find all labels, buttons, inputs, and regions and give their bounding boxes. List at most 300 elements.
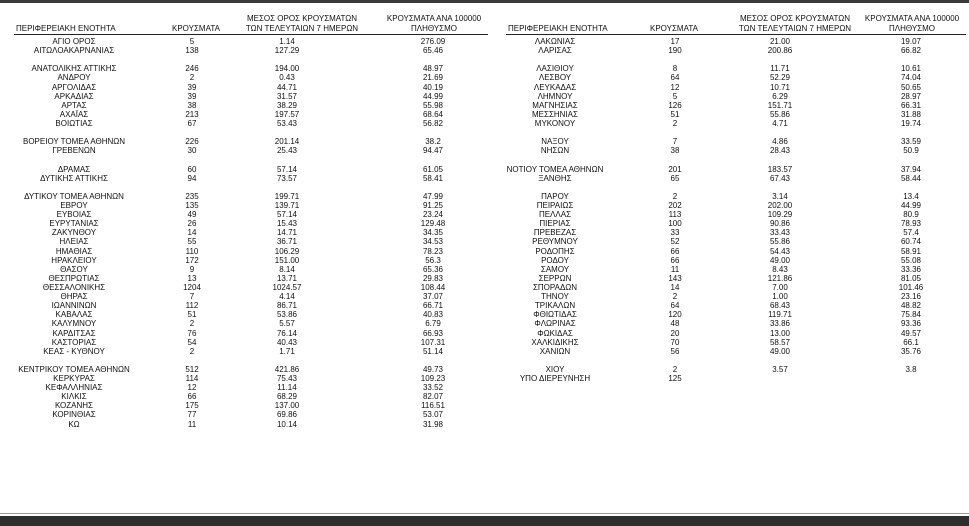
right-row-region (490, 155, 620, 164)
right-row-region: ΣΑΜΟΥ (540, 264, 570, 274)
left-row-per100k: 34.35 (422, 228, 444, 238)
left-row-avg7: 421.86 (274, 364, 300, 374)
right-cases-column (660, 37, 690, 383)
left-row-region: ΗΛΕΙΑΣ (59, 237, 89, 247)
left-row-avg7: 57.14 (276, 164, 298, 174)
right-row-avg7: 109.29 (767, 210, 793, 220)
right-row-region: ΡΕΘΥΜΝΟΥ (532, 237, 578, 247)
left-row-cases: 7 (189, 292, 195, 302)
right-row-per100k: 19.74 (900, 118, 922, 128)
left-row-cases (172, 155, 212, 164)
left-row-avg7: 75.43 (276, 374, 298, 384)
right-row-avg7: 8.43 (772, 264, 788, 274)
right-row-avg7: 200.86 (767, 46, 793, 56)
right-row-region: ΛΕΣΒΟΥ (538, 73, 572, 83)
left-row-cases: 2 (189, 346, 195, 356)
right-row-per100k: 80.9 (903, 210, 919, 220)
right-row-per100k: 57.4 (903, 228, 919, 238)
right-row-region: ΞΑΝΘΗΣ (538, 173, 572, 183)
header-avg7-right-line2: ΤΩΝ ΤΕΛΕΥΤΑΙΩΝ 7 ΗΜΕΡΩΝ (738, 24, 852, 33)
right-row-cases: 56 (670, 346, 680, 356)
right-row-region: ΠΕΛΛΑΣ (538, 210, 572, 220)
right-row-cases: 7 (672, 137, 678, 147)
right-row-region: ΦΘΙΩΤΙΔΑΣ (533, 310, 577, 320)
right-row-per100k: 37.94 (900, 164, 922, 174)
right-row-cases: 5 (672, 91, 678, 101)
right-row-cases: 202 (668, 200, 682, 210)
right-row-region: ΛΑΚΩΝΙΑΣ (534, 37, 576, 46)
left-row-per100k (408, 356, 458, 365)
left-row-per100k: 33.52 (422, 383, 444, 393)
left-row-per100k: 108.44 (420, 282, 446, 292)
left-row-cases: 9 (189, 264, 195, 274)
right-row-region: ΦΛΩΡΙΝΑΣ (534, 319, 576, 329)
right-row-cases: 120 (668, 310, 682, 320)
left-row-per100k: 21.69 (422, 73, 444, 83)
left-row-cases: 175 (185, 401, 199, 411)
right-row-avg7: 3.57 (772, 364, 788, 374)
left-row-avg7: 73.57 (276, 173, 298, 183)
header-cases-left: ΚΡΟΥΣΜΑΤΑ (172, 24, 220, 33)
right-row-per100k: 10.61 (900, 64, 922, 74)
left-row-avg7: 38.29 (276, 100, 298, 110)
left-row-region: ΑΝΑΤΟΛΙΚΗΣ ΑΤΤΙΚΗΣ (31, 64, 117, 74)
left-row-per100k: 29.83 (422, 273, 444, 283)
left-row-cases: 12 (187, 383, 197, 393)
right-row-per100k (886, 128, 936, 137)
left-row-avg7: 151.00 (274, 255, 300, 265)
left-row-region (14, 356, 134, 365)
right-row-avg7: 151.71 (767, 100, 793, 110)
right-row-per100k: 50.9 (903, 146, 919, 156)
left-row-cases (172, 183, 212, 192)
right-row-per100k: 55.08 (900, 255, 922, 265)
left-row-region: ΑΝΔΡΟΥ (57, 73, 91, 83)
right-row-avg7: 67.43 (769, 173, 791, 183)
left-row-cases: 26 (187, 219, 197, 229)
left-row-avg7: 57.14 (276, 210, 298, 220)
left-row-region: ΕΥΡΥΤΑΝΙΑΣ (49, 219, 99, 229)
left-row-cases: 226 (185, 137, 199, 147)
right-row-region: ΡΟΔΟΥ (541, 255, 569, 265)
left-row-avg7: 5.57 (279, 319, 295, 329)
right-row-avg7: 33.43 (769, 228, 791, 238)
left-row-avg7: 199.71 (274, 191, 300, 201)
right-row-avg7: 3.14 (772, 191, 788, 201)
right-row-avg7: 90.86 (769, 219, 791, 229)
right-row-per100k (886, 356, 936, 365)
left-row-region: ΚΙΛΚΙΣ (61, 392, 87, 402)
right-row-avg7: 10.71 (769, 82, 791, 92)
right-row-cases: 2 (672, 118, 678, 128)
left-row-avg7: 69.86 (276, 410, 298, 420)
header-per100k-right-line2: ΠΛΗΘΥΣΜΟ (888, 24, 936, 33)
left-row-per100k: 47.99 (422, 191, 444, 201)
right-row-avg7: 55.86 (769, 237, 791, 247)
left-row-per100k: 78.23 (422, 246, 444, 256)
right-row-per100k: 48.82 (900, 301, 922, 311)
bottom-border (0, 516, 969, 526)
left-row-region (14, 155, 134, 164)
left-row-avg7: 53.43 (276, 118, 298, 128)
left-row-cases: 49 (187, 210, 197, 220)
right-row-per100k: 49.57 (900, 328, 922, 338)
left-row-cases: 66 (187, 392, 197, 402)
left-row-region: ΑΡΚΑΔΙΑΣ (54, 91, 94, 101)
left-row-region: ΚΟΡΙΝΘΙΑΣ (52, 410, 96, 420)
header-avg7-right-line1: ΜΕΣΟΣ ΟΡΟΣ ΚΡΟΥΣΜΑΤΩΝ (739, 14, 851, 23)
right-row-region (490, 183, 620, 192)
right-row-per100k: 78.93 (900, 219, 922, 229)
right-row-avg7: 13.00 (769, 328, 791, 338)
left-row-per100k: 66.71 (422, 301, 444, 311)
left-row-region: ΚΑΣΤΟΡΙΑΣ (51, 337, 97, 347)
right-row-region: ΜΥΚΟΝΟΥ (534, 118, 576, 128)
left-row-region: ΚΕΦΑΛΛΗΝΙΑΣ (45, 383, 103, 393)
left-row-avg7: 127.29 (274, 46, 300, 56)
right-row-avg7: 58.57 (769, 337, 791, 347)
left-avg7-column (262, 37, 312, 429)
right-row-cases: 17 (670, 37, 680, 46)
right-row-avg7: 49.00 (769, 255, 791, 265)
right-row-region: ΝΑΞΟΥ (541, 137, 569, 147)
right-row-cases: 70 (670, 337, 680, 347)
left-row-avg7: 106.29 (274, 246, 300, 256)
right-row-per100k: 33.36 (900, 264, 922, 274)
right-row-avg7 (755, 128, 805, 137)
left-row-cases: 2 (189, 73, 195, 83)
left-row-region: ΑΓΙΟ ΟΡΟΣ (52, 37, 96, 46)
left-row-cases: 38 (187, 100, 197, 110)
left-row-avg7: 31.57 (276, 91, 298, 101)
right-row-per100k: 33.59 (900, 137, 922, 147)
right-row-per100k: 13.4 (903, 191, 919, 201)
left-row-per100k: 31.98 (422, 419, 444, 429)
left-row-region: ΑΡΤΑΣ (61, 100, 87, 110)
right-row-region: ΛΑΡΙΣΑΣ (538, 46, 572, 56)
left-row-cases: 114 (185, 374, 199, 384)
right-row-cases: 143 (668, 273, 682, 283)
right-row-cases (660, 55, 690, 64)
left-row-cases: 11 (187, 419, 197, 429)
left-row-region: ΘΕΣΠΡΩΤΙΑΣ (48, 273, 100, 283)
right-row-cases: 64 (670, 301, 680, 311)
left-row-region (14, 183, 134, 192)
left-row-cases (172, 128, 212, 137)
right-row-avg7: 33.86 (769, 319, 791, 329)
right-row-cases: 66 (670, 255, 680, 265)
left-row-region (14, 55, 134, 64)
header-per100k-right-line1: ΚΡΟΥΣΜΑΤΑ ΑΝΑ 100000 (864, 14, 960, 23)
left-row-per100k: 49.73 (422, 364, 444, 374)
right-row-region: ΤΡΙΚΑΛΩΝ (534, 301, 576, 311)
left-row-region: ΚΟΖΑΝΗΣ (54, 401, 94, 411)
header-region-left: ΠΕΡΙΦΕΡΕΙΑΚΗ ΕΝΟΤΗΤΑ (16, 24, 116, 33)
right-row-per100k: 93.36 (900, 319, 922, 329)
left-row-region: ΚΕΑΣ - ΚΥΘΝΟΥ (43, 346, 105, 356)
right-row-per100k (886, 374, 936, 383)
right-row-region: ΧΑΝΙΩΝ (539, 346, 571, 356)
left-row-cases: 94 (187, 173, 197, 183)
right-row-cases: 20 (670, 328, 680, 338)
header-avg7-left (232, 14, 372, 34)
right-row-avg7: 52.29 (769, 73, 791, 83)
left-row-cases: 112 (185, 301, 199, 311)
left-row-region: ΔΥΤΙΚΟΥ ΤΟΜΕΑ ΑΘΗΝΩΝ (24, 191, 124, 201)
left-row-per100k: 91.25 (422, 200, 444, 210)
left-row-avg7: 139.71 (274, 200, 300, 210)
left-row-avg7 (262, 55, 312, 64)
header-avg7-left-line2: ΤΩΝ ΤΕΛΕΥΤΑΙΩΝ 7 ΗΜΕΡΩΝ (245, 24, 359, 33)
left-row-per100k: 53.07 (422, 410, 444, 420)
right-row-region: ΛΑΣΙΘΙΟΥ (536, 64, 574, 74)
right-row-avg7: 21.00 (769, 37, 791, 46)
left-row-region: ΕΒΡΟΥ (60, 200, 88, 210)
right-row-avg7 (755, 183, 805, 192)
left-row-per100k: 65.46 (422, 46, 444, 56)
left-row-region: ΚΕΝΤΡΙΚΟΥ ΤΟΜΕΑ ΑΘΗΝΩΝ (18, 364, 130, 374)
right-row-per100k: 58.91 (900, 246, 922, 256)
right-row-cases: 2 (672, 191, 678, 201)
right-row-avg7: 7.00 (772, 282, 788, 292)
right-row-region: ΝΟΤΙΟΥ ΤΟΜΕΑ ΑΘΗΝΩΝ (506, 164, 604, 174)
right-row-per100k: 74.04 (900, 73, 922, 83)
left-row-cases: 67 (187, 118, 197, 128)
left-row-cases: 246 (185, 64, 199, 74)
right-row-per100k: 66.82 (900, 46, 922, 56)
right-row-region: ΠΙΕΡΙΑΣ (539, 219, 571, 229)
left-row-avg7 (262, 128, 312, 137)
left-row-region: ΚΑΡΔΙΤΣΑΣ (52, 328, 96, 338)
right-row-cases: 125 (668, 374, 682, 384)
right-row-per100k: 35.76 (900, 346, 922, 356)
right-row-cases: 201 (668, 164, 682, 174)
header-underline-right (506, 34, 966, 35)
left-row-avg7: 10.14 (276, 419, 298, 429)
right-row-region (490, 128, 620, 137)
right-row-avg7: 68.43 (769, 301, 791, 311)
right-row-avg7: 11.71 (770, 64, 790, 74)
right-row-region: ΤΗΝΟΥ (541, 292, 569, 302)
left-row-avg7: 86.71 (276, 301, 298, 311)
right-row-cases: 12 (670, 82, 680, 92)
right-row-region: ΧΑΛΚΙΔΙΚΗΣ (531, 337, 579, 347)
left-row-region: ΔΥΤΙΚΗΣ ΑΤΤΙΚΗΣ (40, 173, 108, 183)
left-row-cases: 110 (185, 246, 199, 256)
left-row-region: ΙΩΑΝΝΙΝΩΝ (51, 301, 97, 311)
right-row-avg7: 4.86 (772, 137, 788, 147)
right-row-per100k (886, 55, 936, 64)
left-row-avg7: 194.00 (274, 64, 300, 74)
right-row-region: ΠΡΕΒΕΖΑΣ (533, 228, 577, 238)
header-avg7-right (725, 14, 865, 34)
right-row-cases: 126 (668, 100, 682, 110)
left-row-avg7: 197.57 (274, 109, 300, 119)
left-cases-column (172, 37, 212, 429)
left-row-avg7: 1.14 (279, 37, 295, 46)
right-row-region: ΧΙΟΥ (545, 364, 565, 374)
top-border (0, 0, 969, 3)
right-row-per100k: 31.88 (900, 109, 922, 119)
left-row-per100k: 94.47 (422, 146, 444, 156)
left-row-cases: 235 (185, 191, 199, 201)
left-row-per100k: 38.2 (425, 137, 441, 147)
right-row-region (490, 55, 620, 64)
right-row-per100k: 50.65 (900, 82, 922, 92)
right-row-region: ΠΕΙΡΑΙΩΣ (536, 200, 574, 210)
right-row-cases (660, 155, 690, 164)
right-row-avg7: 121.86 (767, 273, 793, 283)
left-row-avg7 (262, 155, 312, 164)
right-row-per100k: 81.05 (900, 273, 922, 283)
left-row-per100k: 37.07 (422, 292, 444, 302)
right-row-per100k: 66.1 (903, 337, 919, 347)
left-row-per100k (408, 128, 458, 137)
right-per100k-column (886, 37, 936, 383)
right-row-avg7 (755, 374, 805, 383)
right-row-cases: 2 (672, 292, 678, 302)
left-row-per100k: 107.31 (420, 337, 446, 347)
left-row-cases: 76 (187, 328, 197, 338)
left-row-cases (172, 55, 212, 64)
right-row-avg7: 202.00 (767, 200, 793, 210)
header-cases-right: ΚΡΟΥΣΜΑΤΑ (650, 24, 698, 33)
right-row-avg7: 6.29 (772, 91, 788, 101)
left-row-per100k: 66.93 (422, 328, 444, 338)
left-row-cases: 60 (187, 164, 197, 174)
right-row-cases (660, 128, 690, 137)
left-row-cases: 213 (185, 109, 199, 119)
right-row-cases: 52 (670, 237, 680, 247)
left-row-cases (172, 356, 212, 365)
left-row-region: ΘΗΡΑΣ (60, 292, 88, 302)
right-row-per100k: 75.84 (900, 310, 922, 320)
bottom-rule (0, 513, 969, 514)
right-row-cases: 8 (672, 64, 678, 74)
left-row-per100k: 55.98 (422, 100, 444, 110)
left-row-cases: 54 (187, 337, 197, 347)
left-row-region: ΚΩ (68, 419, 80, 429)
left-row-region: ΘΕΣΣΑΛΟΝΙΚΗΣ (42, 282, 106, 292)
left-row-avg7: 1.71 (279, 346, 295, 356)
right-row-avg7: 54.43 (769, 246, 791, 256)
right-row-region: ΠΑΡΟΥ (541, 191, 569, 201)
left-row-per100k: 40.19 (422, 82, 444, 92)
left-row-region (14, 128, 134, 137)
right-row-avg7 (755, 55, 805, 64)
header-per100k-right (858, 14, 966, 34)
right-row-cases: 100 (668, 219, 682, 229)
right-row-cases: 2 (672, 364, 678, 374)
left-row-per100k: 82.07 (422, 392, 444, 402)
left-row-region: ΑΙΤΩΛΟΑΚΑΡΝΑΝΙΑΣ (33, 46, 115, 56)
right-avg7-column (755, 37, 805, 383)
left-row-per100k: 23.24 (422, 210, 444, 220)
left-row-cases: 135 (185, 200, 199, 210)
left-row-per100k: 56.82 (422, 118, 444, 128)
left-row-cases: 14 (187, 228, 197, 238)
left-row-avg7 (262, 183, 312, 192)
left-row-cases: 5 (189, 37, 195, 46)
header-per100k-left (380, 14, 488, 34)
left-row-region: ΚΑΒΑΛΑΣ (55, 310, 93, 320)
header-avg7-left-line1: ΜΕΣΟΣ ΟΡΟΣ ΚΡΟΥΣΜΑΤΩΝ (246, 14, 358, 23)
left-row-per100k: 129.48 (420, 219, 446, 229)
left-region-column (14, 37, 134, 429)
left-row-per100k: 116.51 (421, 401, 445, 411)
left-row-avg7: 76.14 (276, 328, 298, 338)
right-row-cases: 11 (670, 264, 680, 274)
right-row-region (490, 356, 620, 365)
right-row-per100k (886, 155, 936, 164)
header-underline-left (14, 34, 488, 35)
left-row-per100k (408, 183, 458, 192)
left-row-cases: 51 (187, 310, 197, 320)
right-row-cases: 38 (670, 146, 680, 156)
left-row-cases: 1204 (183, 282, 201, 292)
right-row-per100k (886, 183, 936, 192)
left-row-region: ΔΡΑΜΑΣ (57, 164, 91, 174)
right-row-avg7: 4.71 (772, 118, 788, 128)
right-row-per100k: 66.31 (900, 100, 922, 110)
left-row-cases: 77 (187, 410, 197, 420)
right-row-region: ΣΕΡΡΩΝ (538, 273, 572, 283)
left-row-avg7: 36.71 (276, 237, 298, 247)
left-row-avg7: 0.43 (279, 73, 295, 83)
left-row-region: ΖΑΚΥΝΘΟΥ (51, 228, 97, 238)
right-row-region: ΛΗΜΝΟΥ (537, 91, 573, 101)
left-row-cases: 2 (189, 319, 195, 329)
left-row-region: ΚΕΡΚΥΡΑΣ (53, 374, 95, 384)
right-row-cases: 190 (668, 46, 682, 56)
left-row-cases: 39 (187, 82, 197, 92)
left-row-region: ΓΡΕΒΕΝΩΝ (52, 146, 96, 156)
right-row-avg7: 55.86 (769, 109, 791, 119)
left-row-cases: 172 (185, 255, 199, 265)
left-row-avg7: 137.00 (274, 401, 300, 411)
left-row-avg7: 40.43 (276, 337, 298, 347)
left-row-region: ΗΡΑΚΛΕΙΟΥ (51, 255, 97, 265)
left-row-region: ΒΟΙΩΤΙΑΣ (55, 118, 93, 128)
right-row-per100k: 44.99 (900, 200, 922, 210)
left-row-cases: 30 (187, 146, 197, 156)
right-row-region: ΥΠΟ ΔΙΕΡΕΥΝΗΣΗ (519, 374, 591, 384)
right-row-region: ΡΟΔΟΠΗΣ (535, 246, 575, 256)
right-region-column (490, 37, 620, 383)
left-row-region: ΘΑΣΟΥ (60, 264, 88, 274)
left-row-per100k: 56.3 (425, 255, 441, 265)
left-row-per100k: 61.05 (422, 164, 444, 174)
left-row-per100k: 65.36 (422, 264, 444, 274)
left-row-cases: 138 (185, 46, 199, 56)
left-row-per100k: 58.41 (422, 173, 444, 183)
left-row-avg7: 13.71 (276, 273, 298, 283)
right-row-per100k: 28.97 (900, 91, 922, 101)
left-row-per100k (408, 55, 458, 64)
right-row-avg7: 28.43 (769, 146, 791, 156)
right-row-region: ΜΑΓΝΗΣΙΑΣ (532, 100, 578, 110)
right-row-cases: 51 (670, 109, 680, 119)
header-per100k-left-line1: ΚΡΟΥΣΜΑΤΑ ΑΝΑ 100000 (386, 14, 482, 23)
right-row-avg7 (755, 155, 805, 164)
right-row-avg7: 119.71 (768, 310, 792, 320)
left-row-avg7: 14.71 (276, 228, 298, 238)
right-row-cases: 65 (670, 173, 680, 183)
right-row-region: ΝΗΣΩΝ (540, 146, 570, 156)
left-row-avg7: 4.14 (279, 292, 295, 302)
header-region-right: ΠΕΡΙΦΕΡΕΙΑΚΗ ΕΝΟΤΗΤΑ (508, 24, 608, 33)
left-row-avg7: 201.14 (274, 137, 300, 147)
